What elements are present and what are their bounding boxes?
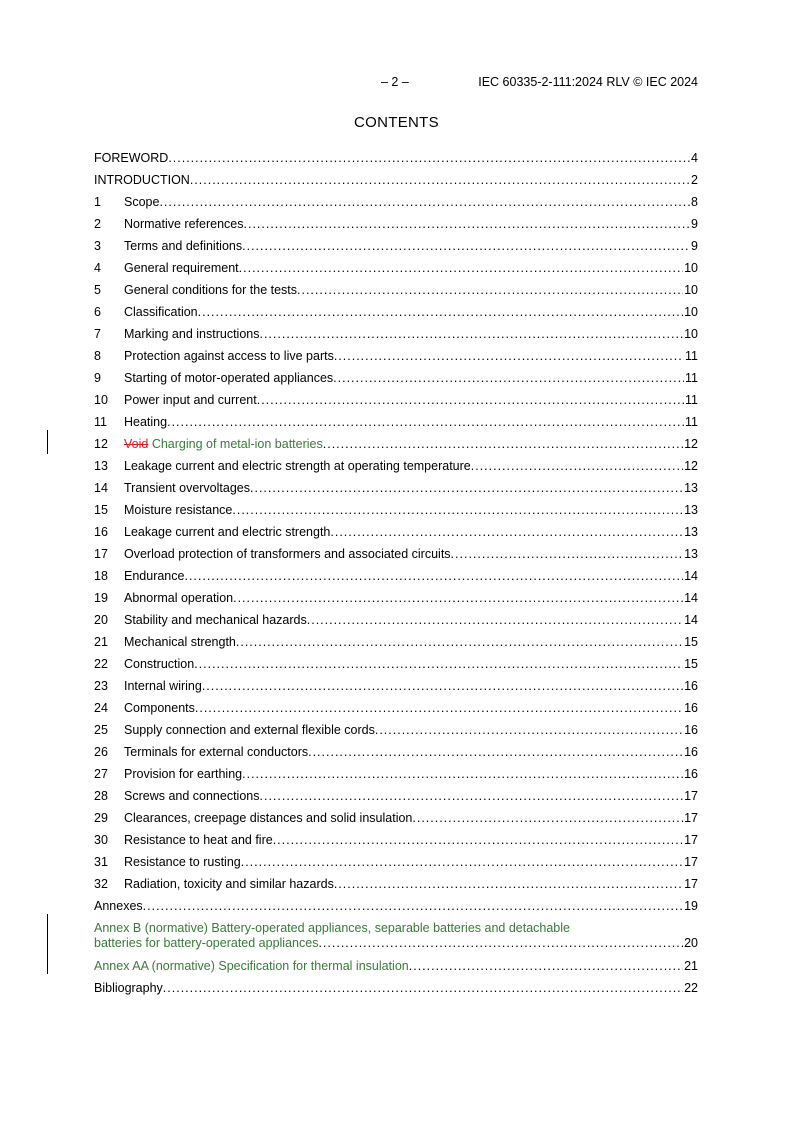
leader-dots [297,283,683,298]
clause-number: 31 [94,855,108,869]
clause-title: Internal wiring [124,679,202,693]
clause-number: 27 [94,767,108,781]
clause-title: General conditions for the tests [124,283,298,297]
clause-number: 20 [94,613,108,627]
clause-number: 19 [94,591,108,605]
page-ref: 14 [684,613,698,627]
clause-number: 12 [94,437,108,451]
clause-number: 26 [94,745,108,759]
page-ref: 17 [684,877,698,891]
leader-dots [242,767,683,782]
clause-title: Construction [124,657,195,671]
clause-title: Transient overvoltages [124,481,250,495]
clause-title: Components [124,701,195,715]
leader-dots [323,437,683,452]
leader-dots [330,525,683,540]
page-ref: 13 [684,481,698,495]
toc-entry-annexes[interactable]: Annexes ..... 19 [94,892,698,914]
clause-number: 17 [94,547,108,561]
page-ref: 11 [685,393,698,407]
clause-number: 25 [94,723,108,737]
clause-title: Scope [124,195,160,209]
clause-title: Starting of motor-operated appliances [124,371,334,385]
page-ref: 9 [691,239,698,253]
clause-number: 8 [94,349,101,363]
clause-number: 24 [94,701,108,715]
toc-entry-clause-10[interactable] [94,386,698,408]
toc-entry-clause-20[interactable] [94,606,698,628]
leader-dots [184,569,683,584]
page-ref: 16 [684,701,698,715]
clause-number: 18 [94,569,108,583]
clause-title: Overload protection of transformers and associated circuits [124,547,451,561]
clause-list [94,188,698,892]
clause-title: Supply connection and external flexible cords [124,723,375,737]
clause-number: 28 [94,789,108,803]
leader-dots [412,811,683,826]
annex-b-title-line1: Annex B (normative) Battery-operated appliances, separable batteries and detachable [94,921,570,935]
toc-entry-clause-17[interactable] [94,540,698,562]
toc-entry-clause-28[interactable] [94,782,698,804]
clause-title: Terms and definitions [124,239,243,253]
toc-entry-clause-16[interactable] [94,518,698,540]
toc-entry-clause-26[interactable] [94,738,698,760]
leader-dots [244,217,691,232]
page-ref: 10 [684,305,698,319]
clause-title: Power input and current [124,393,257,407]
clause-title: Terminals for external conductors [124,745,309,759]
leader-dots [194,657,683,672]
toc-entry-annex-b[interactable]: Annex B (normative) Battery-operated appliances, separable batteries and detachable batteries for battery-operated appliances ..... 20 [94,914,698,952]
page-ref: 9 [691,217,698,231]
clause-number: 9 [94,371,101,385]
clause-number: 6 [94,305,101,319]
clause-title: Stability and mechanical hazards [124,613,307,627]
toc-entry-clause-5[interactable] [94,276,698,298]
toc-entry-annex-aa[interactable]: Annex AA (normative) Specification for thermal insulation ..... 21 [94,952,698,974]
clause-title: General requirement [124,261,239,275]
toc-entry-clause-31[interactable] [94,848,698,870]
clause-title: Marking and instructions [124,327,260,341]
page-ref: 17 [684,855,698,869]
page-ref: 16 [684,723,698,737]
page-ref: 17 [684,833,698,847]
toc-entry-clause-19[interactable] [94,584,698,606]
leader-dots [308,745,683,760]
leader-dots [241,855,683,870]
clause-title: Protection against access to live parts [124,349,334,363]
change-bar [47,914,48,974]
clause-title: Endurance [124,569,185,583]
page-ref: 10 [684,283,698,297]
clause-number: 32 [94,877,108,891]
toc-entry-clause-18[interactable] [94,562,698,584]
leader-dots [259,327,683,342]
clause-title: Charging of metal-ion batteries [151,437,323,451]
page-number: – 2 – [381,75,409,89]
clause-number: 7 [94,327,101,341]
clause-title: Leakage current and electric strength at operating temperature [124,459,471,473]
toc-entry-clause-32[interactable] [94,870,698,892]
page-ref: 13 [684,525,698,539]
leader-dots [239,261,683,276]
toc-entry-clause-15[interactable] [94,496,698,518]
clause-title: Resistance to rusting [124,855,241,869]
leader-dots [333,371,684,386]
clause-number: 13 [94,459,108,473]
clause-title: Radiation, toxicity and similar hazards [124,877,334,891]
page-ref: 15 [684,635,698,649]
leader-dots [451,547,684,562]
leader-dots [250,481,683,496]
clause-title: Screws and connections [124,789,260,803]
toc-entry-bibliography[interactable]: Bibliography ..... 22 [94,974,698,996]
page-ref: 17 [684,789,698,803]
toc-entry-clause-27[interactable] [94,760,698,782]
clause-title: Moisture resistance [124,503,233,517]
toc-entry-clause-22[interactable] [94,650,698,672]
clause-title: Resistance to heat and fire [124,833,273,847]
leader-dots [273,833,683,848]
clause-number: 2 [94,217,101,231]
clause-number: 5 [94,283,101,297]
leader-dots [334,877,683,892]
clause-title: Clearances, creepage distances and solid insulation [124,811,413,825]
page-ref: 16 [684,767,698,781]
toc-entry-clause-9[interactable] [94,364,698,386]
clause-title: Classification [124,305,198,319]
clause-title: Leakage current and electric strength [124,525,331,539]
page-ref: 10 [684,261,698,275]
leader-dots [471,459,683,474]
toc-entry-clause-1[interactable] [94,188,698,210]
clause-number: 29 [94,811,108,825]
toc-entry-clause-3[interactable] [94,232,698,254]
page-ref: 17 [684,811,698,825]
page-ref: 16 [684,745,698,759]
clause-number: 16 [94,525,108,539]
page-ref: 11 [685,371,698,385]
standard-identifier: IEC 60335-2-111:2024 RLV © IEC 2024 [478,75,698,89]
toc-entry-clause-25[interactable] [94,716,698,738]
toc-entry-clause-29[interactable] [94,804,698,826]
clause-number: 11 [94,415,107,429]
clause-number: 3 [94,239,101,253]
page-ref: 14 [684,569,698,583]
page-ref: 11 [685,349,698,363]
deleted-text: Void [124,437,149,451]
toc-entry-clause-12[interactable] [94,430,698,452]
clause-title: Heating [124,415,168,429]
page-ref: 10 [684,327,698,341]
toc-entry-clause-24[interactable] [94,694,698,716]
page-ref: 13 [684,503,698,517]
toc-entry-clause-13[interactable] [94,452,698,474]
leader-dots [159,195,690,210]
leader-dots [307,613,683,628]
leader-dots [232,503,683,518]
page-ref: 15 [684,657,698,671]
leader-dots [202,679,683,694]
toc-entry-foreword[interactable]: FOREWORD ..... 4 [94,144,698,166]
clause-title: Abnormal operation [124,591,234,605]
page-header [94,75,698,93]
clause-number: 1 [94,195,101,209]
clause-number: 15 [94,503,108,517]
leader-dots [375,723,683,738]
page-ref: 16 [684,679,698,693]
page-ref: 8 [691,195,698,209]
toc-entry-clause-4[interactable] [94,254,698,276]
leader-dots [195,701,683,716]
toc-entry-clause-7[interactable] [94,320,698,342]
page-ref: 13 [684,547,698,561]
leader-dots [257,393,684,408]
toc-entry-introduction[interactable]: INTRODUCTION ..... 2 [94,166,698,188]
clause-number: 22 [94,657,108,671]
table-of-contents [94,144,698,996]
toc-entry-clause-6[interactable] [94,298,698,320]
toc-entry-clause-23[interactable] [94,672,698,694]
toc-entry-clause-11[interactable] [94,408,698,430]
clause-number: 23 [94,679,108,693]
leader-dots [260,789,684,804]
page-ref: 11 [685,415,698,429]
leader-dots [242,239,690,254]
toc-entry-clause-14[interactable] [94,474,698,496]
clause-number: 14 [94,481,108,495]
clause-number: 10 [94,393,108,407]
toc-entry-clause-21[interactable] [94,628,698,650]
leader-dots [198,305,683,320]
toc-entry-clause-30[interactable] [94,826,698,848]
page-ref: 12 [684,437,698,451]
clause-number: 21 [94,635,108,649]
contents-title: CONTENTS [354,114,439,131]
clause-title: Mechanical strength [124,635,236,649]
page-ref: 14 [684,591,698,605]
leader-dots [167,415,684,430]
annex-b-title-line2: batteries for battery-operated appliances [94,936,319,950]
clause-number: 4 [94,261,101,275]
leader-dots [236,635,683,650]
leader-dots [334,349,684,364]
page-ref: 12 [684,459,698,473]
clause-title: Normative references [124,217,244,231]
change-bar [47,430,48,454]
clause-number: 30 [94,833,108,847]
toc-entry-clause-2[interactable] [94,210,698,232]
leader-dots [233,591,683,606]
toc-entry-clause-8[interactable] [94,342,698,364]
clause-title: Provision for earthing [124,767,243,781]
